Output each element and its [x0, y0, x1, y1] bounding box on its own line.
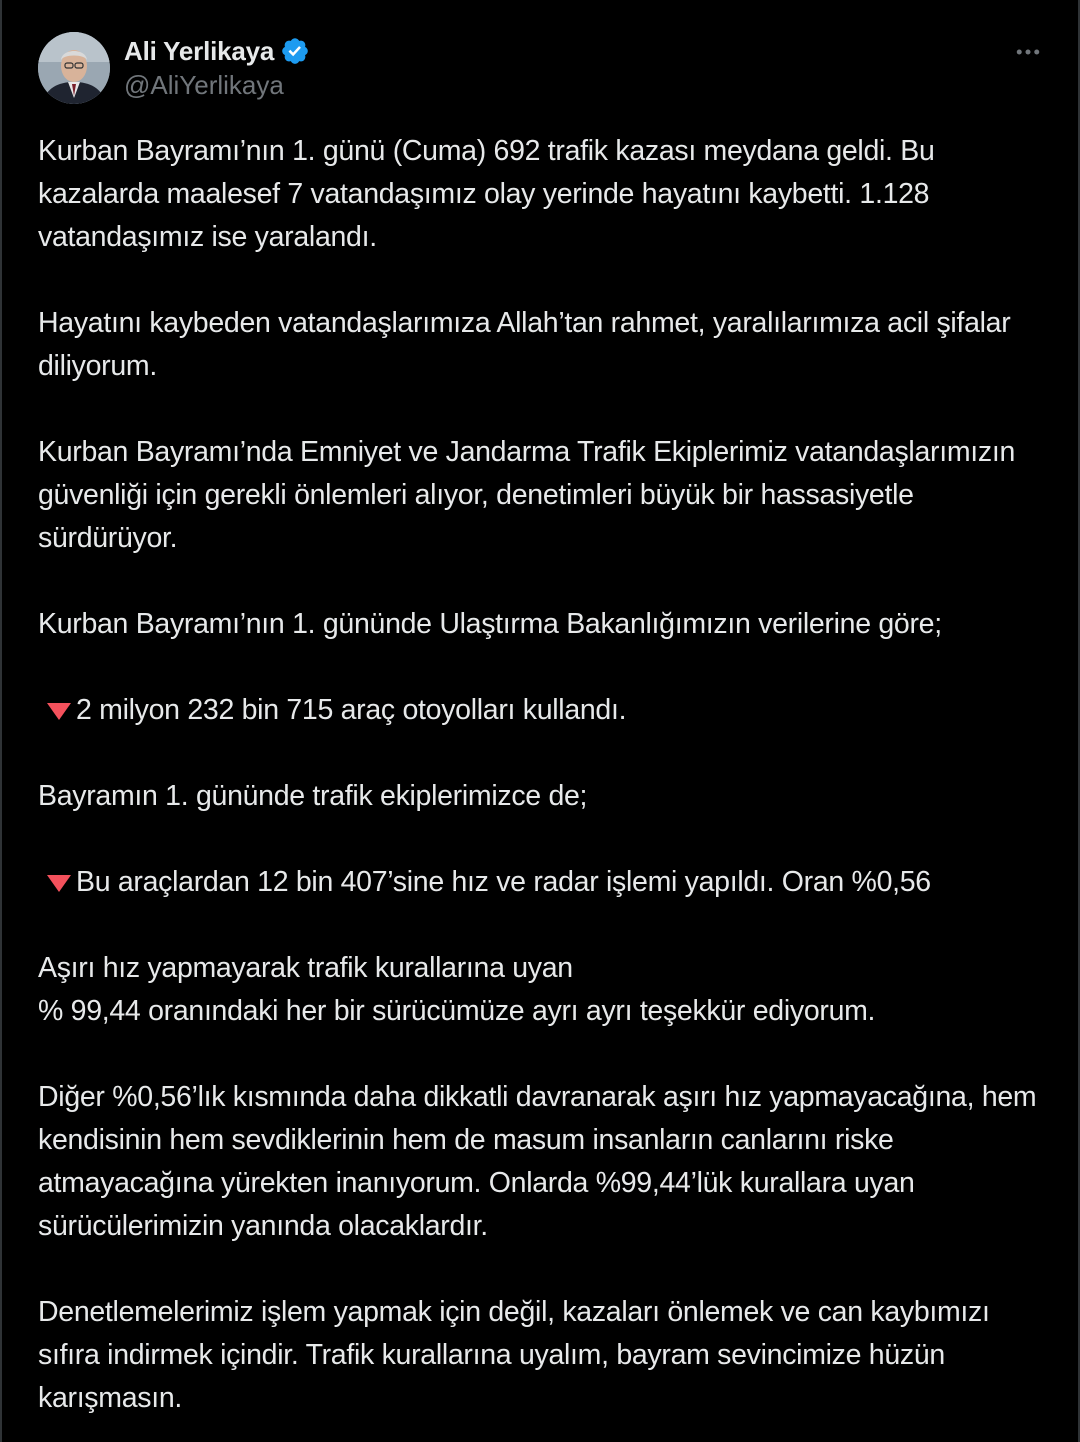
- verified-badge-icon: [280, 36, 310, 66]
- name-row: [124, 34, 310, 68]
- avatar-image: [38, 32, 110, 104]
- paragraph-9: Diğer %0,56’lık kısmında daha dikkatli davranarak aşırı hız yapmayacağına, hem kendisinin hem sevdiklerinin hem de masum insanların canlarını riske atmayacağına yürekten inanıyorum. Onlarda %99,44’lük kurallara uyan sürücülerimizin yanında olacaklardır.: [38, 1081, 1037, 1242]
- red-triangle-down-icon: [46, 701, 72, 721]
- paragraph-3: Kurban Bayramı’nda Emniyet ve Jandarma Trafik Ekiplerimiz vatandaşlarımızın güvenliği için gerekli önlemleri alıyor, denetimleri büyük bir hassasiyetle sürdürüyor.: [38, 436, 1015, 554]
- bullet-paragraph-1: [38, 689, 1048, 732]
- paragraph-10: Denetlemelerimiz işlem yapmak için değil, kazaları önlemek ve can kaybımızı sıfıra indirmek içindir. Trafik kurallarına uyalım, bayram sevincimize hüzün karışmasın.: [38, 1296, 990, 1414]
- more-button[interactable]: [1008, 32, 1048, 72]
- paragraph-6: Bayramın 1. gününde trafik ekiplerimizce de;: [38, 780, 588, 812]
- tweet-text: [38, 130, 1048, 1420]
- bullet-text-2: Bu araçlardan 12 bin 407’sine hız ve radar işlemi yapıldı. Oran %0,56: [76, 866, 931, 898]
- red-triangle-down-icon: [46, 873, 72, 893]
- paragraph-2: Hayatını kaybeden vatandaşlarımıza Allah’tan rahmet, yaralılarımıza acil şifalar diliyorum.: [38, 307, 1011, 382]
- paragraph-8: [38, 947, 1048, 1033]
- author-names: [124, 34, 310, 101]
- paragraph-8-line-1: Aşırı hız yapmayarak trafik kurallarına uyan: [38, 952, 573, 984]
- tweet-header: [38, 30, 1048, 110]
- bullet-paragraph-2: [38, 861, 1048, 904]
- handle[interactable]: @AliYerlikaya: [124, 70, 284, 100]
- more-horizontal-icon: [1013, 37, 1043, 67]
- paragraph-8-line-2: % 99,44 oranındaki her bir sürücümüze ayrı ayrı teşekkür ediyorum.: [38, 995, 876, 1027]
- display-name[interactable]: Ali Yerlikaya: [124, 35, 275, 66]
- bullet-text-1: 2 milyon 232 bin 715 araç otoyolları kullandı.: [76, 694, 627, 726]
- paragraph-4: Kurban Bayramı’nın 1. gününde Ulaştırma Bakanlığımızın verilerine göre;: [38, 608, 942, 640]
- avatar[interactable]: [38, 32, 110, 104]
- paragraph-1: Kurban Bayramı’nın 1. günü (Cuma) 692 trafik kazası meydana geldi. Bu kazalarda maalesef 7 vatandaşımız olay yerinde hayatını kaybetti. 1.128 vatandaşımız ise yaralandı.: [38, 135, 935, 253]
